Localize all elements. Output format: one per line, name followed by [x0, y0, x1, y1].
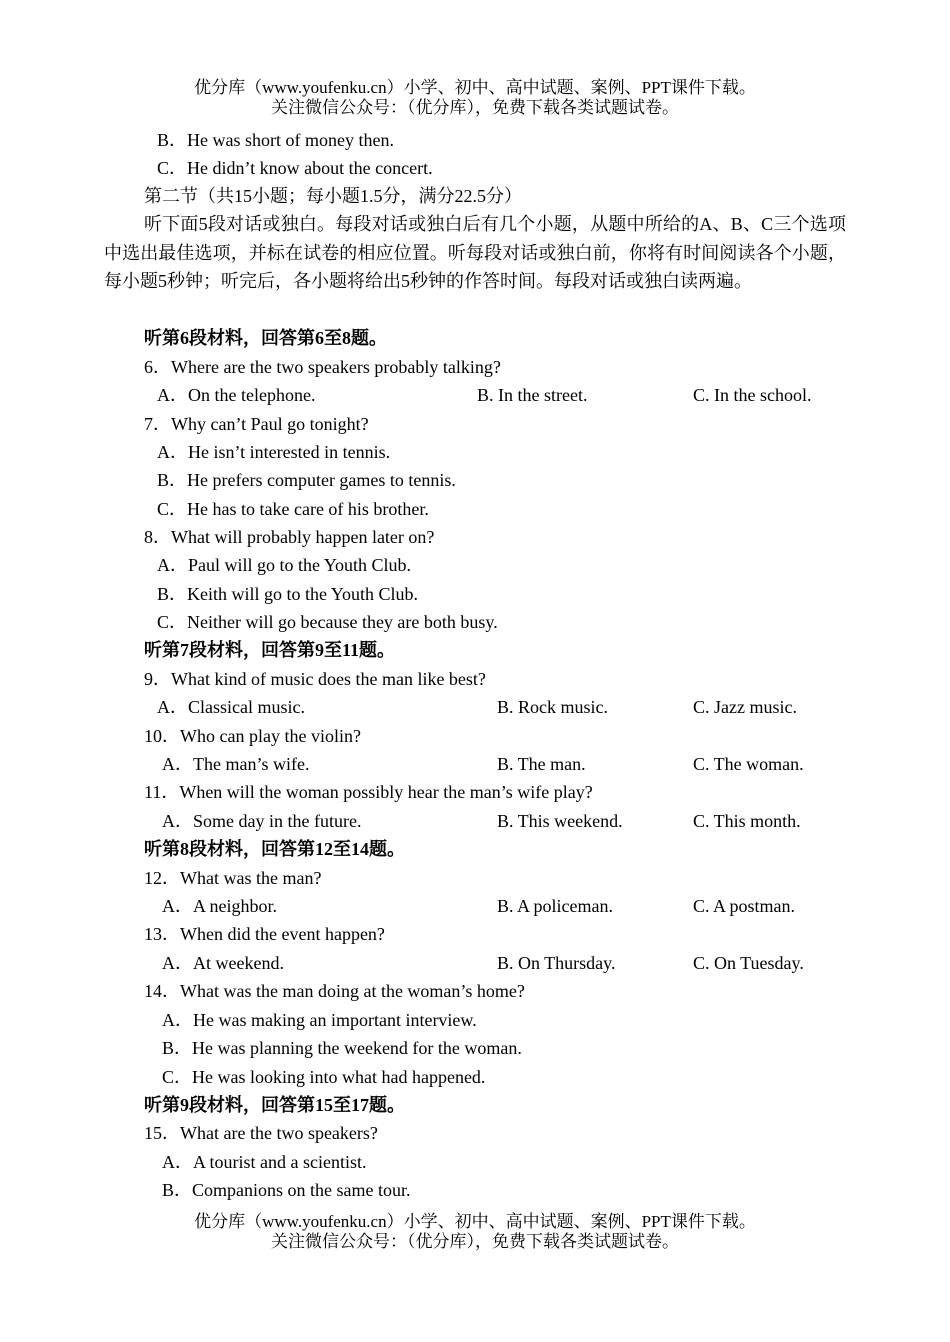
q9-option-b: B. Rock music.	[497, 697, 608, 717]
page-footer-line1: 优分库（www.youfenku.cn）小学、初中、高中试题、案例、PPT课件下载。	[194, 1212, 756, 1231]
q7-stem: 7．Why can’t Paul go tonight?	[144, 414, 369, 434]
segment-8-heading: 听第8段材料，回答第12至14题。	[144, 839, 405, 859]
segment-6-heading: 听第6段材料，回答第6至8题。	[144, 328, 387, 348]
q7-option-c: C．He has to take care of his brother.	[157, 499, 429, 519]
segment-9-heading: 听第9段材料，回答第15至17题。	[144, 1095, 405, 1115]
page-header-line2: 关注微信公众号：（优分库），免费下载各类试题试卷。	[271, 98, 679, 117]
q13-option-b: B. On Thursday.	[497, 953, 616, 973]
q7-option-a: A．He isn’t interested in tennis.	[157, 442, 391, 462]
q10-stem: 10．Who can play the violin?	[144, 726, 361, 746]
page-header-line1: 优分库（www.youfenku.cn）小学、初中、高中试题、案例、PPT课件下载。	[194, 78, 756, 97]
q10-option-c: C. The woman.	[693, 754, 804, 774]
q9-stem: 9．What kind of music does the man like best?	[144, 669, 486, 689]
q11-stem: 11．When will the woman possibly hear the man’s wife play?	[144, 782, 593, 802]
section-title: 第二节（共15小题；每小题1.5分，满分22.5分）	[144, 186, 522, 206]
q15-stem: 15．What are the two speakers?	[144, 1123, 378, 1143]
q6-option-c: C. In the school.	[693, 385, 812, 405]
q15-option-b: B．Companions on the same tour.	[162, 1180, 411, 1200]
q11-option-a: A．Some day in the future.	[162, 811, 362, 831]
page-footer-line2: 关注微信公众号：（优分库），免费下载各类试题试卷。	[271, 1232, 679, 1251]
q6-option-a: A．On the telephone.	[157, 385, 316, 405]
q12-option-c: C. A postman.	[693, 896, 796, 916]
q14-option-a: A．He was making an important interview.	[162, 1010, 477, 1030]
q14-option-c: C．He was looking into what had happened.	[162, 1067, 486, 1087]
prev-option-b: B．He was short of money then.	[157, 130, 394, 150]
q10-option-a: A．The man’s wife.	[162, 754, 310, 774]
prev-option-c: C．He didn’t know about the concert.	[157, 158, 433, 178]
q9-option-c: C. Jazz music.	[693, 697, 797, 717]
q14-option-b: B．He was planning the weekend for the woman.	[162, 1038, 522, 1058]
q13-stem: 13．When did the event happen?	[144, 924, 385, 944]
q6-stem: 6．Where are the two speakers probably talking?	[144, 357, 501, 377]
q11-option-b: B. This weekend.	[497, 811, 623, 831]
q9-option-a: A．Classical music.	[157, 697, 305, 717]
q10-option-b: B. The man.	[497, 754, 586, 774]
q12-option-a: A．A neighbor.	[162, 896, 277, 916]
section-instructions: 听下面5段对话或独白。每段对话或独白后有几个小题，从题中所给的A、B、C三个选项中选出最佳选项，并标在试卷的相应位置。听每段对话或独白前，你将有时间阅读各个小题，每小题5秒钟；听完后，各小题将给出5秒钟的作答时间。每段对话或独白读两遍。	[104, 214, 846, 291]
q13-option-a: A．At weekend.	[162, 953, 284, 973]
q13-option-c: C. On Tuesday.	[693, 953, 804, 973]
q15-option-a: A．A tourist and a scientist.	[162, 1152, 367, 1172]
q12-stem: 12．What was the man?	[144, 868, 322, 888]
q8-option-b: B．Keith will go to the Youth Club.	[157, 584, 419, 604]
q11-option-c: C. This month.	[693, 811, 801, 831]
q14-stem: 14．What was the man doing at the woman’s home?	[144, 981, 525, 1001]
q8-option-a: A．Paul will go to the Youth Club.	[157, 555, 412, 575]
q7-option-b: B．He prefers computer games to tennis.	[157, 470, 456, 490]
segment-7-heading: 听第7段材料，回答第9至11题。	[144, 640, 396, 660]
q6-option-b: B. In the street.	[477, 385, 588, 405]
q8-stem: 8．What will probably happen later on?	[144, 527, 435, 547]
q12-option-b: B. A policeman.	[497, 896, 613, 916]
q8-option-c: C．Neither will go because they are both busy.	[157, 612, 498, 632]
